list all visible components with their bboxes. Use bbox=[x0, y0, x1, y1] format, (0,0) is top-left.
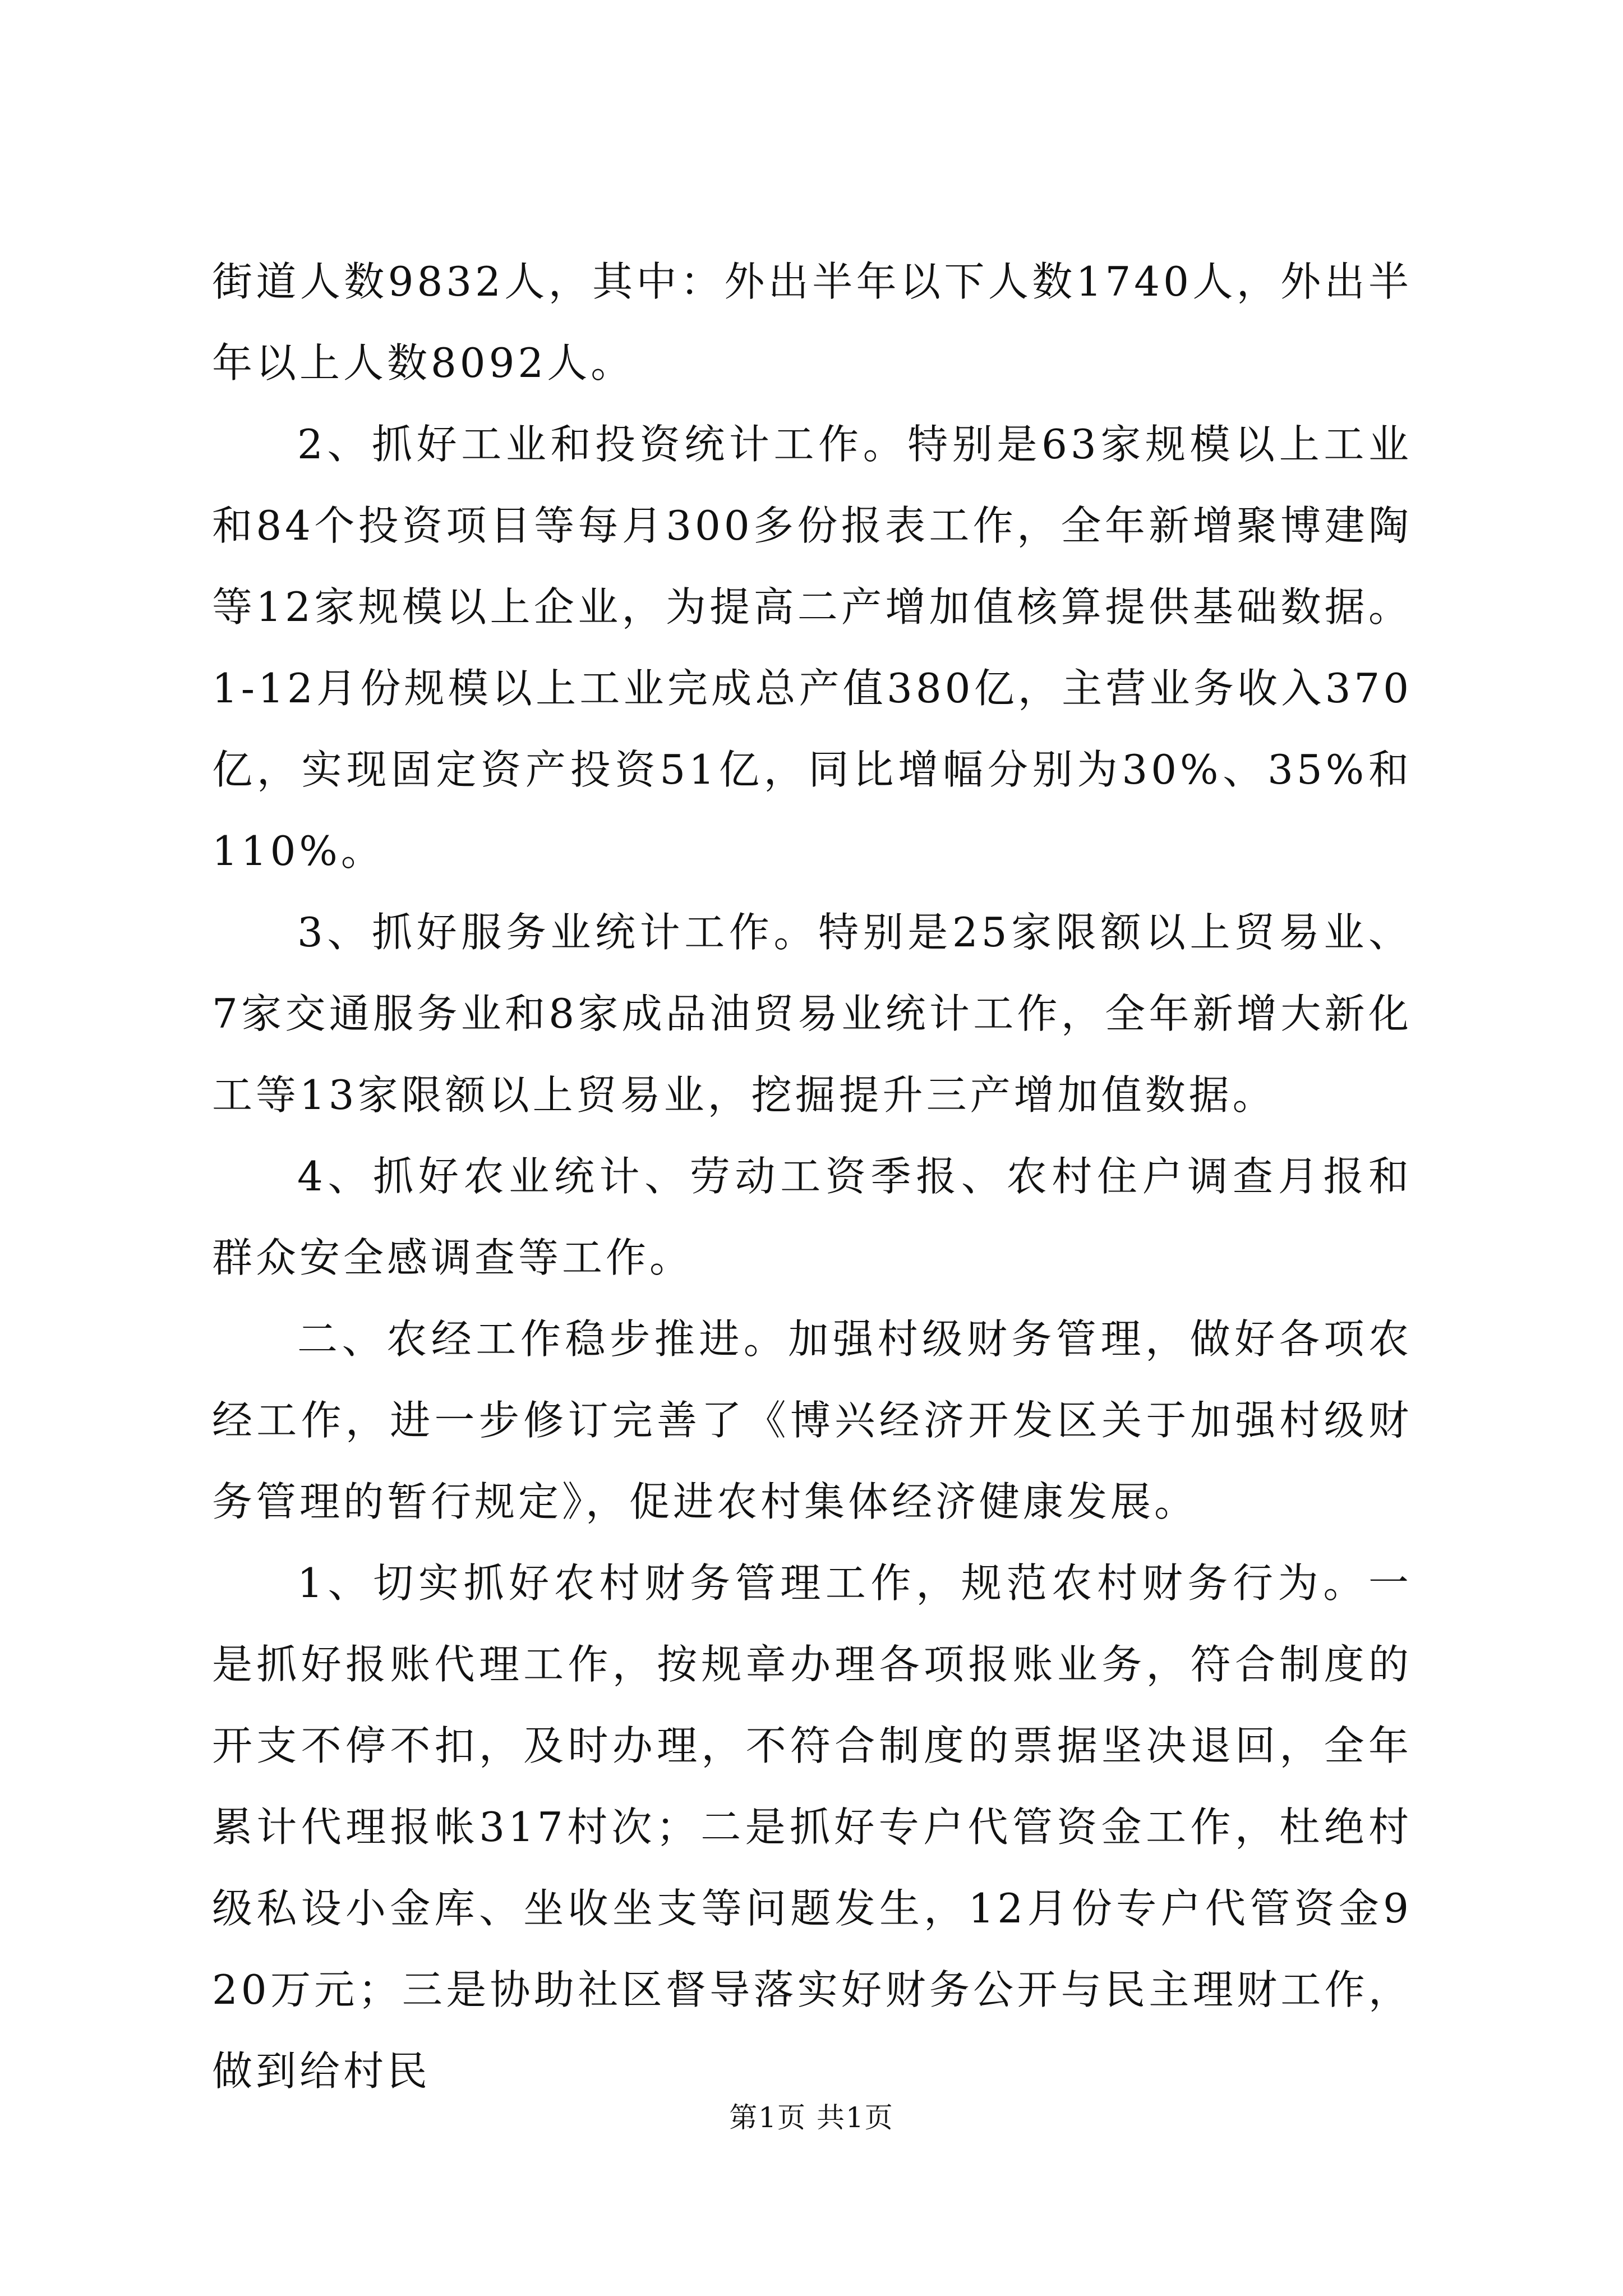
paragraph-agricultural-statistics: 4、抓好农业统计、劳动工资季报、农村住户调查月报和群众安全感调查等工作。 bbox=[212, 1153, 1412, 1281]
paragraph-industrial-statistics: 2、抓好工业和投资统计工作。特别是63家规模以上工业和84个投资项目等每月300多份报表工作，全年新增聚博建陶等12家规模以上企业，为提高二产增加值核算提供基础数据。1-12月份规模以上工业完成总产值380亿，主营业务收入370亿，实现固定资产投资51亿，同比增幅分别为30%、35%和110%。 bbox=[212, 421, 1412, 875]
paragraph-rural-finance-management: 1、切实抓好农村财务管理工作，规范农村财务行为。一是抓好报账代理工作，按规章办理各项报账业务，符合制度的开支不停不扣，及时办理，不符合制度的票据坚决退回，全年累计代理报帐317村次；二是抓好专户代管资金工作，杜绝村级私设小金库、坐收坐支等问题发生，12月份专户代管资金920万元；三是协助社区督导落实好财务公开与民主理财工作，做到给村民 bbox=[212, 1559, 1412, 2095]
paragraph-service-statistics: 3、抓好服务业统计工作。特别是25家限额以上贸易业、7家交通服务业和8家成品油贸易业统计工作，全年新增大新化工等13家限额以上贸易业，挖掘提升三产增加值数据。 bbox=[212, 909, 1412, 1119]
paragraph-rural-economy-heading: 二、农经工作稳步推进。加强村级财务管理，做好各项农经工作，进一步修订完善了《博兴经济开发区关于加强村级财务管理的暂行规定》，促进农村集体经济健康发展。 bbox=[212, 1315, 1412, 1525]
paragraph-continuation: 街道人数9832人，其中：外出半年以下人数1740人，外出半年以上人数8092人。 bbox=[212, 258, 1412, 386]
document-body bbox=[212, 241, 1412, 2112]
page-footer: 第1页 共1页 bbox=[729, 2101, 894, 2134]
